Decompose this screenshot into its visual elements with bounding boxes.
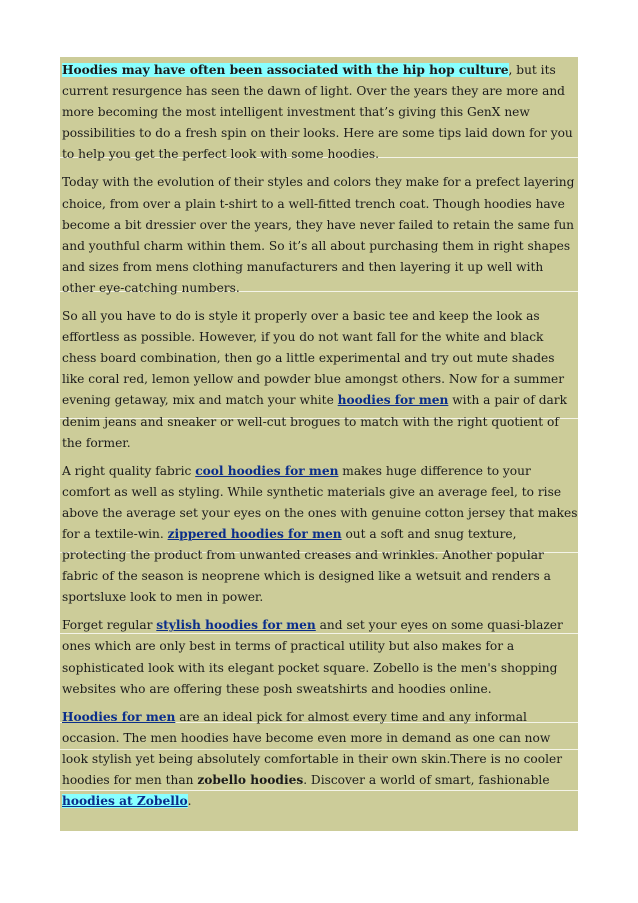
paragraph-text: Today with the evolution of their styles and colors they make for a prefect layering choice, from over a plain t-shirt to a well-fitted trench coat. Though hoodies have become a bit dressier over the years, they have never failed to retain the same fun and youthful charm within them. So it’s all about purchasing them in right shapes and sizes from mens clothing manufacturers and then layering it up well with other eye-catching numbers. [62,175,575,295]
hoodies-for-men-link[interactable]: hoodies for men [337,393,449,408]
paragraph-text: So all you have to do is style it properly over a basic tee and keep the look as effortless as possible. However, if you do not want fall for the white and black chess board combination, then go a little experimental and try out mute shades like coral red, lemon yellow and powder blue amongst others. Now for a summer evening getaway, mix and match your white [62,309,565,408]
cool-hoodies-link[interactable]: cool hoodies for men [195,463,339,478]
paragraph-3 [62,306,578,454]
paragraph-text: are an ideal pick for almost every time and any informal occasion. The men hoodies have become even more in demand as one can now look stylish yet being absolutely comfortable in their own skin.There is no cooler hoodies for men than [62,709,563,787]
paragraph-4 [62,461,578,609]
paragraph-text: . Discover a world of smart, fashionable [303,773,550,787]
paragraph-text: makes huge difference to your comfort as well as styling. While synthetic materials give an average feel, to rise above the average set your eyes on the ones with genuine cotton jersey that makes for a textile-win. [62,463,578,541]
paragraph-5 [62,615,578,699]
paragraph-2 [62,172,578,299]
hoodies-for-men-link-2[interactable]: Hoodies for men [62,709,176,724]
paragraph-6 [62,707,578,812]
paragraph-text: Forget regular [62,618,157,633]
paragraph-text: A right quality fabric [62,463,196,478]
paragraph-text: . [187,794,192,809]
stylish-hoodies-link[interactable]: stylish hoodies for men [156,618,316,633]
zippered-hoodies-link[interactable]: zippered hoodies for men [167,526,342,541]
hoodies-at-zobello-link[interactable]: hoodies at Zobello [62,794,188,809]
paragraph-text: and set your eyes on some quasi-blazer ones which are only best in terms of practical utility but also makes for a sophisticated look with its elegant pocket square. Zobello is the men's shopping websites who are offering these posh sweatshirts and hoodies online. [62,618,563,696]
article-body [62,60,578,819]
paragraph-1 [62,60,578,165]
highlighted-phrase: Hoodies may have often been associated with the hip hop culture [62,63,509,77]
bold-brand-text: zobello hoodies [197,773,304,787]
paragraph-text: out a soft and snug texture, protecting the product from unwanted creases and wrinkles. Another popular fabric of the season is neoprene which is designed like a wetsuit and renders a sportsluxe look to men in power. [62,526,551,605]
paragraph-text: , but its current resurgence has seen the dawn of light. Over the years they are more and more becoming the most intelligent investment that’s giving this GenX new possibilities to do a fresh spin on their looks. Here are some tips laid down for you to help you get the perfect look with some hoodies. [62,63,573,162]
paragraph-text: with a pair of dark denim jeans and sneaker or well-cut brogues to match with the right quotient of the former. [62,393,567,450]
